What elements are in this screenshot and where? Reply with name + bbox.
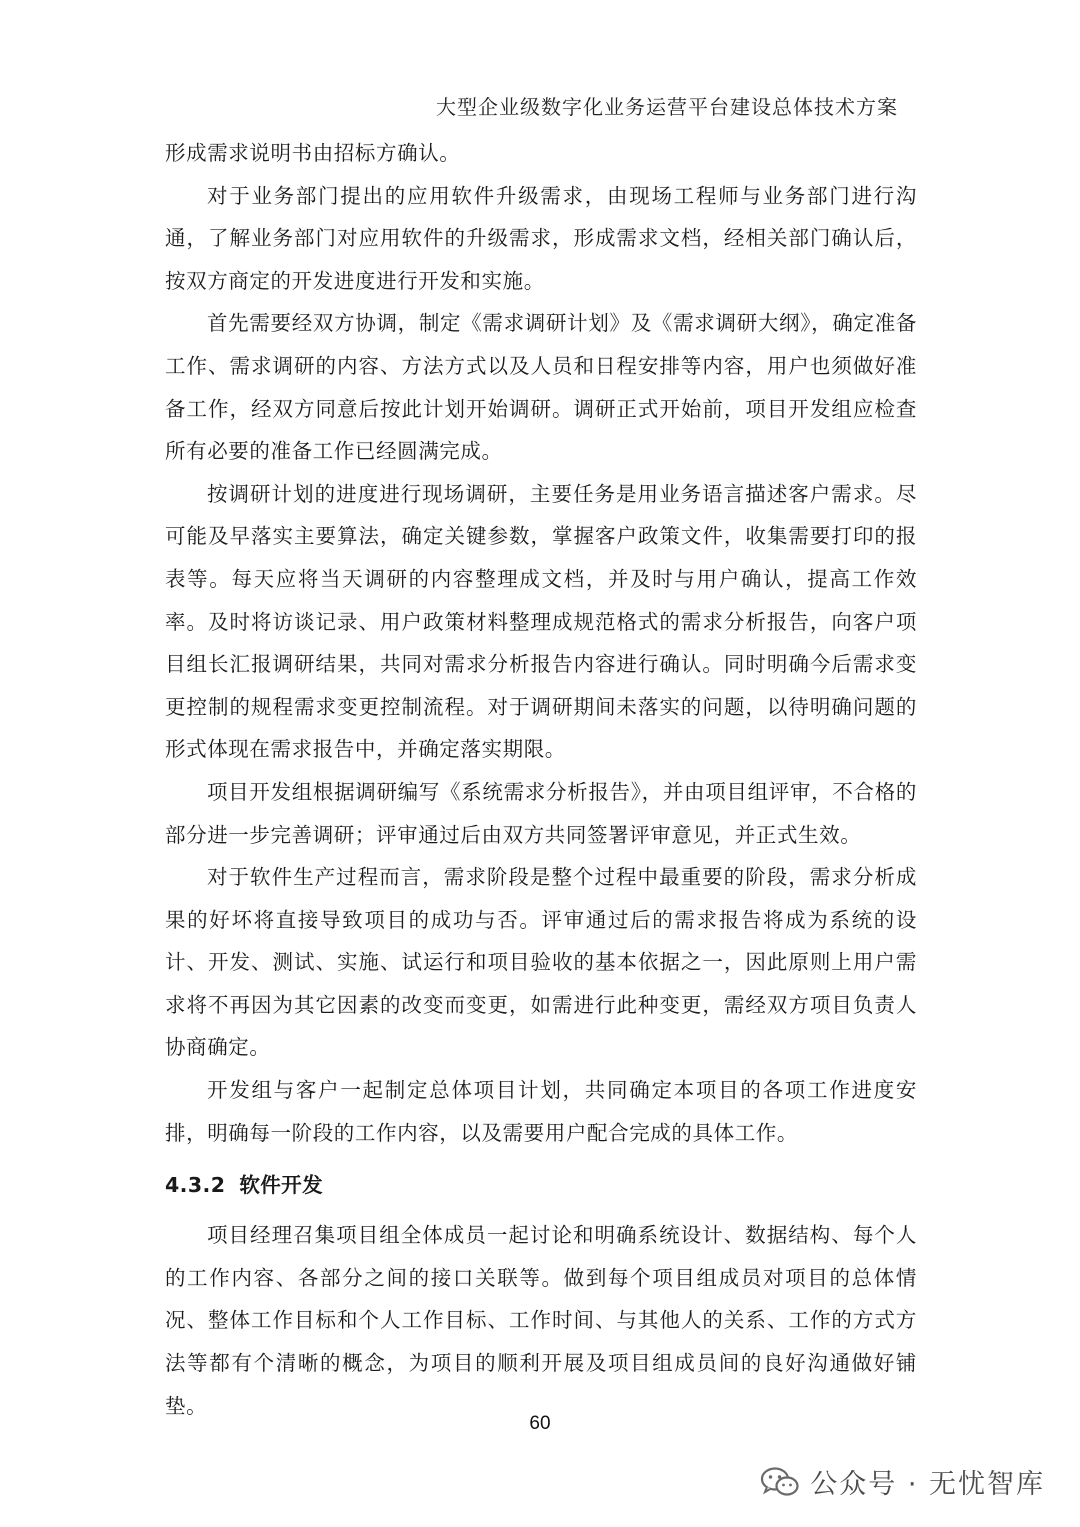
paragraph: 对于软件生产过程而言，需求阶段是整个过程中最重要的阶段，需求分析成果的好坏将直接导致项目的成功与否。评审通过后的需求报告将成为系统的设计、开发、测试、实施、试运行和项目验收的基本依据之一，因此原则上用户需求将不再因为其它因素的改变而变更，如需进行此种变更，需经双方项目负责人协商确定。 [165,865,917,1060]
watermark-text: 公众号 · 无忧智库 [810,1469,1045,1500]
paragraph-group-before [165,132,917,1154]
paragraph: 首先需要经双方协调，制定《需求调研计划》及《需求调研大纲》，确定准备工作、需求调研的内容、方法方式以及人员和日程安排等内容，用户也须做好准备工作，经双方同意后按此计划开始调研。调研正式开始前，项目开发组应检查所有必要的准备工作已经圆满完成。 [165,311,917,464]
paragraph: 形成需求说明书由招标方确认。 [165,141,461,165]
watermark [760,1462,1045,1501]
wechat-icon [760,1466,800,1498]
paragraph: 项目经理召集项目组全体成员一起讨论和明确系统设计、数据结构、每个人的工作内容、各部分之间的接口关联等。做到每个项目组成员对项目的总体情况、整体工作目标和个人工作目标、工作时间、与其他人的关系、工作的方式方法等都有个清晰的概念，为项目的顺利开展及项目组成员间的良好沟通做好铺垫。 [165,1223,917,1418]
paragraph: 开发组与客户一起制定总体项目计划，共同确定本项目的各项工作进度安排，明确每一阶段的工作内容，以及需要用户配合完成的具体工作。 [165,1078,917,1145]
paragraph: 按调研计划的进度进行现场调研，主要任务是用业务语言描述客户需求。尽可能及早落实主要算法，确定关键参数，掌握客户政策文件，收集需要打印的报表等。每天应将当天调研的内容整理成文档，并及时与用户确认，提高工作效率。及时将访谈记录、用户政策材料整理成规范格式的需求分析报告，向客户项目组长汇报调研结果，共同对需求分析报告内容进行确认。同时明确今后需求变更控制的规程需求变更控制流程。对于调研期间未落实的问题，以待明确问题的形式体现在需求报告中，并确定落实期限。 [165,481,917,762]
paragraph-group-after [165,1214,917,1427]
document-body [165,132,917,1427]
paragraph: 对于业务部门提出的应用软件升级需求，由现场工程师与业务部门进行沟通，了解业务部门对应用软件的升级需求，形成需求文档，经相关部门确认后，按双方商定的开发进度进行开发和实施。 [165,183,917,293]
section-heading [165,1164,917,1206]
page-header: 大型企业级数字化业务运营平台建设总体技术方案 [436,95,898,119]
section-title: 软件开发 [239,1173,323,1198]
page-number: 60 [529,1413,551,1434]
paragraph: 项目开发组根据调研编写《系统需求分析报告》，并由项目组评审，不合格的部分进一步完善调研；评审通过后由双方共同签署评审意见，并正式生效。 [165,779,917,847]
section-number: 4.3.2 [165,1173,226,1198]
